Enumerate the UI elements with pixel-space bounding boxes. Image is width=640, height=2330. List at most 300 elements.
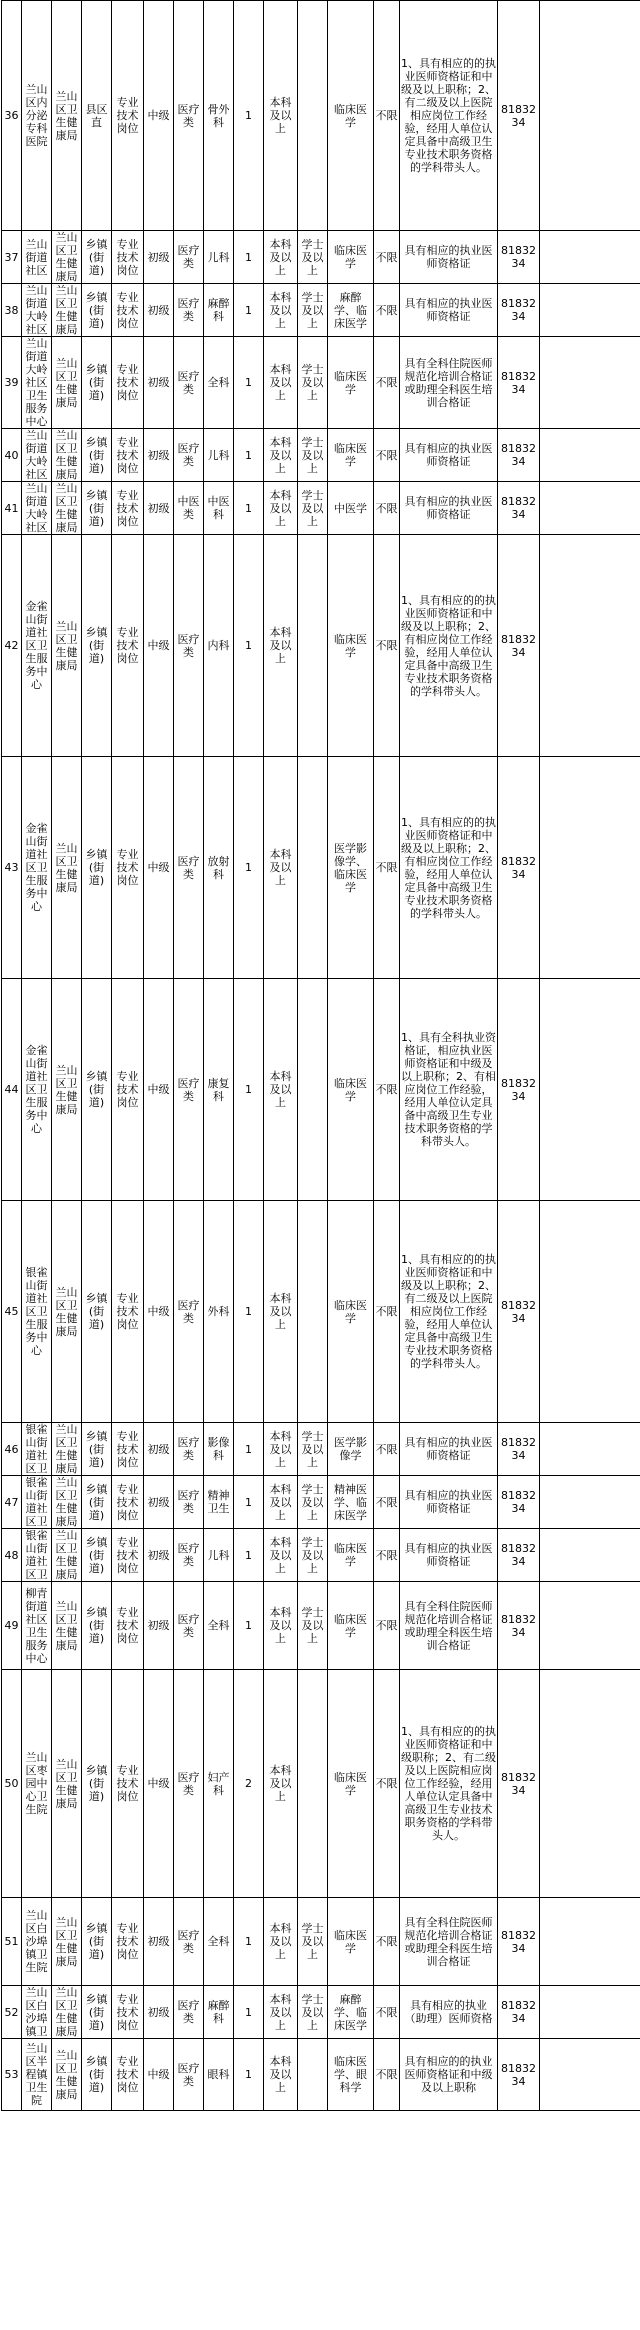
table-row	[2, 1898, 640, 1986]
major: 临床医学	[328, 1201, 374, 1423]
hiring-count: 1	[234, 482, 264, 535]
major: 临床医学	[328, 1529, 374, 1582]
degree: 学士及以上	[298, 1423, 328, 1476]
degree: 学士及以上	[298, 231, 328, 284]
age-limit: 不限	[374, 1986, 400, 2039]
table-row	[2, 231, 640, 284]
major: 临床医学	[328, 979, 374, 1201]
hiring-count: 1	[234, 1423, 264, 1476]
age-limit: 不限	[374, 757, 400, 979]
post-nature: 专业技术岗位	[112, 1529, 144, 1582]
row-number: 38	[2, 284, 22, 337]
post-nature: 专业技术岗位	[112, 2039, 144, 2111]
post-nature: 专业技术岗位	[112, 1898, 144, 1986]
blank-cell	[540, 757, 640, 979]
post-name: 外科	[204, 1201, 234, 1423]
education: 本科及以上	[264, 284, 298, 337]
post-nature: 专业技术岗位	[112, 1201, 144, 1423]
other-requirements: 具有相应的执业（助理）医师资格	[400, 1986, 498, 2039]
hiring-count: 1	[234, 757, 264, 979]
major: 临床医学	[328, 535, 374, 757]
post-grade: 中级	[144, 2039, 174, 2111]
hiring-count: 2	[234, 1670, 264, 1898]
supervising-dept: 兰山区卫生健康局	[52, 231, 82, 284]
hiring-count: 1	[234, 979, 264, 1201]
post-nature: 专业技术岗位	[112, 284, 144, 337]
post-name: 放射科	[204, 757, 234, 979]
major: 临床医学	[328, 1, 374, 231]
row-number: 53	[2, 2039, 22, 2111]
table-row	[2, 1476, 640, 1529]
post-name: 精神卫生	[204, 1476, 234, 1529]
age-limit: 不限	[374, 979, 400, 1201]
education: 本科及以上	[264, 231, 298, 284]
degree	[298, 757, 328, 979]
age-limit: 不限	[374, 1, 400, 231]
major: 临床医学	[328, 231, 374, 284]
row-number: 40	[2, 429, 22, 482]
post-nature: 专业技术岗位	[112, 482, 144, 535]
post-nature: 专业技术岗位	[112, 979, 144, 1201]
hiring-unit: 兰山区内分泌专科医院	[22, 1, 52, 231]
education: 本科及以上	[264, 979, 298, 1201]
post-name: 全科	[204, 1898, 234, 1986]
major: 麻醉学、临床医学	[328, 1986, 374, 2039]
hiring-count: 1	[234, 535, 264, 757]
post-name: 妇产科	[204, 1670, 234, 1898]
hiring-unit: 银雀山街道社区卫生服务中心	[22, 1201, 52, 1423]
degree	[298, 1201, 328, 1423]
education: 本科及以上	[264, 535, 298, 757]
post-nature: 专业技术岗位	[112, 1476, 144, 1529]
post-category: 医疗类	[174, 1423, 204, 1476]
contact-phone: 8183234	[498, 1898, 540, 1986]
supervising-dept: 兰山区卫生健康局	[52, 1423, 82, 1476]
contact-phone: 8183234	[498, 1, 540, 231]
unit-level: 乡镇(街道)	[82, 1423, 112, 1476]
degree: 学士及以上	[298, 482, 328, 535]
other-requirements: 1、具有相应的的执业医师资格证和中级及以上职称；2、有二级及以上医院相应岗位工作经验，经用人单位认定具备中高级卫生专业技术职务资格的学科带头人。	[400, 1201, 498, 1423]
row-number: 45	[2, 1201, 22, 1423]
major: 医学影像学、临床医学	[328, 757, 374, 979]
degree: 学士及以上	[298, 1898, 328, 1986]
hiring-unit: 兰山区白沙埠镇卫	[22, 1986, 52, 2039]
unit-level: 乡镇(街道)	[82, 284, 112, 337]
supervising-dept: 兰山区卫生健康局	[52, 1670, 82, 1898]
post-category: 医疗类	[174, 1529, 204, 1582]
unit-level: 县区直	[82, 1, 112, 231]
post-nature: 专业技术岗位	[112, 337, 144, 429]
post-name: 麻醉科	[204, 1986, 234, 2039]
blank-cell	[540, 1582, 640, 1670]
supervising-dept: 兰山区卫生健康局	[52, 1476, 82, 1529]
post-nature: 专业技术岗位	[112, 1, 144, 231]
degree	[298, 535, 328, 757]
hiring-unit: 金雀山街道社区卫生服务中心	[22, 757, 52, 979]
row-number: 47	[2, 1476, 22, 1529]
post-name: 内科	[204, 535, 234, 757]
unit-level: 乡镇(街道)	[82, 337, 112, 429]
other-requirements: 具有相应的执业医师资格证	[400, 1476, 498, 1529]
post-name: 麻醉科	[204, 284, 234, 337]
hiring-count: 1	[234, 1582, 264, 1670]
unit-level: 乡镇(街道)	[82, 1529, 112, 1582]
other-requirements: 具有相应的执业医师资格证	[400, 429, 498, 482]
supervising-dept: 兰山区卫生健康局	[52, 337, 82, 429]
unit-level: 乡镇(街道)	[82, 1582, 112, 1670]
degree: 学士及以上	[298, 284, 328, 337]
education: 本科及以上	[264, 1582, 298, 1670]
hiring-unit: 金雀山街道社区卫生服务中心	[22, 979, 52, 1201]
row-number: 43	[2, 757, 22, 979]
post-grade: 中级	[144, 757, 174, 979]
education: 本科及以上	[264, 2039, 298, 2111]
post-grade: 中级	[144, 1201, 174, 1423]
post-name: 中医科	[204, 482, 234, 535]
post-grade: 初级	[144, 284, 174, 337]
age-limit: 不限	[374, 1582, 400, 1670]
post-category: 医疗类	[174, 979, 204, 1201]
table-row	[2, 482, 640, 535]
unit-level: 乡镇(街道)	[82, 482, 112, 535]
degree: 学士及以上	[298, 337, 328, 429]
education: 本科及以上	[264, 482, 298, 535]
hiring-count: 1	[234, 2039, 264, 2111]
post-name: 康复科	[204, 979, 234, 1201]
major: 中医学	[328, 482, 374, 535]
recruitment-table	[1, 0, 640, 2111]
blank-cell	[540, 1, 640, 231]
post-category: 医疗类	[174, 535, 204, 757]
hiring-unit: 兰山区枣园中心卫生院	[22, 1670, 52, 1898]
post-grade: 初级	[144, 1898, 174, 1986]
degree	[298, 979, 328, 1201]
blank-cell	[540, 1986, 640, 2039]
post-nature: 专业技术岗位	[112, 1670, 144, 1898]
contact-phone: 8183234	[498, 231, 540, 284]
supervising-dept: 兰山区卫生健康局	[52, 979, 82, 1201]
post-grade: 初级	[144, 1423, 174, 1476]
other-requirements: 1、具有全科执业资格证，相应执业医师资格证和中级及以上职称；2、有相应岗位工作经验，经用人单位认定具备中高级卫生专业技术职务资格的学科带头人。	[400, 979, 498, 1201]
other-requirements: 具有全科住院医师规范化培训合格证或助理全科医生培训合格证	[400, 337, 498, 429]
table-row	[2, 1423, 640, 1476]
blank-cell	[540, 2039, 640, 2111]
age-limit: 不限	[374, 284, 400, 337]
row-number: 39	[2, 337, 22, 429]
post-grade: 初级	[144, 429, 174, 482]
post-name: 儿科	[204, 429, 234, 482]
other-requirements: 具有相应的执业医师资格证	[400, 1529, 498, 1582]
unit-level: 乡镇(街道)	[82, 1898, 112, 1986]
post-name: 骨外科	[204, 1, 234, 231]
contact-phone: 8183234	[498, 1423, 540, 1476]
post-category: 中医类	[174, 482, 204, 535]
age-limit: 不限	[374, 1529, 400, 1582]
unit-level: 乡镇(街道)	[82, 757, 112, 979]
contact-phone: 8183234	[498, 1986, 540, 2039]
table-row	[2, 1582, 640, 1670]
blank-cell	[540, 1898, 640, 1986]
supervising-dept: 兰山区卫生健康局	[52, 1986, 82, 2039]
hiring-count: 1	[234, 337, 264, 429]
unit-level: 乡镇(街道)	[82, 1670, 112, 1898]
post-nature: 专业技术岗位	[112, 1986, 144, 2039]
supervising-dept: 兰山区卫生健康局	[52, 1529, 82, 1582]
hiring-count: 1	[234, 231, 264, 284]
post-grade: 初级	[144, 231, 174, 284]
other-requirements: 1、具有相应的的执业医师资格证和中级及以上职称；2、有二级及以上医院相应岗位工作经验，经用人单位认定具备中高级卫生专业技术职务资格的学科带头人。	[400, 1, 498, 231]
post-nature: 专业技术岗位	[112, 1582, 144, 1670]
contact-phone: 8183234	[498, 1670, 540, 1898]
other-requirements: 具有相应的执业医师资格证	[400, 1423, 498, 1476]
education: 本科及以上	[264, 1670, 298, 1898]
unit-level: 乡镇(街道)	[82, 231, 112, 284]
blank-cell	[540, 1423, 640, 1476]
major: 临床医学、眼科学	[328, 2039, 374, 2111]
contact-phone: 8183234	[498, 1476, 540, 1529]
table-row	[2, 1986, 640, 2039]
age-limit: 不限	[374, 1898, 400, 1986]
education: 本科及以上	[264, 1423, 298, 1476]
post-name: 儿科	[204, 1529, 234, 1582]
blank-cell	[540, 1670, 640, 1898]
post-name: 影像科	[204, 1423, 234, 1476]
post-grade: 初级	[144, 482, 174, 535]
post-category: 医疗类	[174, 1201, 204, 1423]
post-nature: 专业技术岗位	[112, 1423, 144, 1476]
row-number: 50	[2, 1670, 22, 1898]
hiring-unit: 兰山区半程镇卫生院	[22, 2039, 52, 2111]
unit-level: 乡镇(街道)	[82, 1476, 112, 1529]
other-requirements: 具有相应的执业医师资格证	[400, 231, 498, 284]
hiring-count: 1	[234, 1201, 264, 1423]
contact-phone: 8183234	[498, 1201, 540, 1423]
post-name: 眼科	[204, 2039, 234, 2111]
degree: 学士及以上	[298, 429, 328, 482]
contact-phone: 8183234	[498, 2039, 540, 2111]
age-limit: 不限	[374, 1423, 400, 1476]
other-requirements: 1、具有相应的的执业医师资格证和中级及以上职称；2、有相应岗位工作经验，经用人单位认定具备中高级卫生专业技术职务资格的学科带头人。	[400, 535, 498, 757]
unit-level: 乡镇(街道)	[82, 979, 112, 1201]
hiring-unit: 兰山街道大岭社区	[22, 429, 52, 482]
unit-level: 乡镇(街道)	[82, 429, 112, 482]
other-requirements: 具有相应的的执业医师资格证和中级及以上职称	[400, 2039, 498, 2111]
post-category: 医疗类	[174, 284, 204, 337]
hiring-unit: 银雀山街道社区卫	[22, 1529, 52, 1582]
contact-phone: 8183234	[498, 1529, 540, 1582]
supervising-dept: 兰山区卫生健康局	[52, 757, 82, 979]
supervising-dept: 兰山区卫生健康局	[52, 284, 82, 337]
table-row	[2, 2039, 640, 2111]
supervising-dept: 兰山区卫生健康局	[52, 535, 82, 757]
education: 本科及以上	[264, 757, 298, 979]
hiring-count: 1	[234, 429, 264, 482]
post-name: 全科	[204, 337, 234, 429]
education: 本科及以上	[264, 1201, 298, 1423]
contact-phone: 8183234	[498, 429, 540, 482]
post-category: 医疗类	[174, 1986, 204, 2039]
age-limit: 不限	[374, 1201, 400, 1423]
major: 临床医学	[328, 1582, 374, 1670]
supervising-dept: 兰山区卫生健康局	[52, 429, 82, 482]
table-row	[2, 757, 640, 979]
hiring-unit: 兰山街道大岭社区卫生服务中心	[22, 337, 52, 429]
contact-phone: 8183234	[498, 535, 540, 757]
post-category: 医疗类	[174, 1898, 204, 1986]
row-number: 51	[2, 1898, 22, 1986]
post-nature: 专业技术岗位	[112, 429, 144, 482]
post-category: 医疗类	[174, 2039, 204, 2111]
hiring-unit: 银雀山街道社区卫	[22, 1476, 52, 1529]
major: 麻醉学、临床医学	[328, 284, 374, 337]
education: 本科及以上	[264, 1529, 298, 1582]
post-category: 医疗类	[174, 1476, 204, 1529]
contact-phone: 8183234	[498, 337, 540, 429]
degree: 学士及以上	[298, 1582, 328, 1670]
table-row	[2, 1529, 640, 1582]
table-body	[2, 1, 640, 2111]
other-requirements: 具有全科住院医师规范化培训合格证或助理全科医生培训合格证	[400, 1582, 498, 1670]
major: 精神医学、临床医学	[328, 1476, 374, 1529]
major: 医学影像学	[328, 1423, 374, 1476]
post-nature: 专业技术岗位	[112, 231, 144, 284]
table-row	[2, 1670, 640, 1898]
other-requirements: 具有相应的执业医师资格证	[400, 482, 498, 535]
post-grade: 初级	[144, 1582, 174, 1670]
row-number: 41	[2, 482, 22, 535]
hiring-count: 1	[234, 1, 264, 231]
age-limit: 不限	[374, 231, 400, 284]
blank-cell	[540, 979, 640, 1201]
age-limit: 不限	[374, 2039, 400, 2111]
post-nature: 专业技术岗位	[112, 535, 144, 757]
degree	[298, 1, 328, 231]
post-grade: 初级	[144, 1476, 174, 1529]
row-number: 46	[2, 1423, 22, 1476]
degree: 学士及以上	[298, 1476, 328, 1529]
table-row	[2, 1, 640, 231]
hiring-count: 1	[234, 284, 264, 337]
hiring-unit: 兰山街道大岭社区	[22, 482, 52, 535]
degree: 学士及以上	[298, 1986, 328, 2039]
age-limit: 不限	[374, 429, 400, 482]
education: 本科及以上	[264, 429, 298, 482]
blank-cell	[540, 1476, 640, 1529]
major: 临床医学	[328, 337, 374, 429]
age-limit: 不限	[374, 1670, 400, 1898]
unit-level: 乡镇(街道)	[82, 535, 112, 757]
hiring-count: 1	[234, 1529, 264, 1582]
post-category: 医疗类	[174, 337, 204, 429]
major: 临床医学	[328, 1670, 374, 1898]
unit-level: 乡镇(街道)	[82, 2039, 112, 2111]
supervising-dept: 兰山区卫生健康局	[52, 2039, 82, 2111]
supervising-dept: 兰山区卫生健康局	[52, 482, 82, 535]
other-requirements: 1、具有相应的的执业医师资格证和中级及以上职称；2、有相应岗位工作经验，经用人单位认定具备中高级卫生专业技术职务资格的学科带头人。	[400, 757, 498, 979]
post-grade: 中级	[144, 979, 174, 1201]
post-grade: 中级	[144, 1670, 174, 1898]
table-row	[2, 1201, 640, 1423]
blank-cell	[540, 284, 640, 337]
hiring-unit: 兰山街道社区	[22, 231, 52, 284]
hiring-unit: 兰山区白沙埠镇卫生院	[22, 1898, 52, 1986]
unit-level: 乡镇(街道)	[82, 1201, 112, 1423]
post-category: 医疗类	[174, 757, 204, 979]
post-category: 医疗类	[174, 1, 204, 231]
post-category: 医疗类	[174, 231, 204, 284]
blank-cell	[540, 535, 640, 757]
table-row	[2, 979, 640, 1201]
table-row	[2, 337, 640, 429]
table-row	[2, 284, 640, 337]
hiring-unit: 兰山街道大岭社区	[22, 284, 52, 337]
post-grade: 初级	[144, 1529, 174, 1582]
post-nature: 专业技术岗位	[112, 757, 144, 979]
table-row	[2, 535, 640, 757]
age-limit: 不限	[374, 337, 400, 429]
post-grade: 中级	[144, 535, 174, 757]
hiring-unit: 银雀山街道社区卫	[22, 1423, 52, 1476]
age-limit: 不限	[374, 482, 400, 535]
hiring-unit: 柳青街道社区卫生服务中心	[22, 1582, 52, 1670]
row-number: 42	[2, 535, 22, 757]
contact-phone: 8183234	[498, 1582, 540, 1670]
education: 本科及以上	[264, 337, 298, 429]
blank-cell	[540, 429, 640, 482]
major: 临床医学	[328, 1898, 374, 1986]
blank-cell	[540, 1201, 640, 1423]
education: 本科及以上	[264, 1898, 298, 1986]
education: 本科及以上	[264, 1, 298, 231]
age-limit: 不限	[374, 535, 400, 757]
row-number: 36	[2, 1, 22, 231]
table-row	[2, 429, 640, 482]
hiring-count: 1	[234, 1898, 264, 1986]
unit-level: 乡镇(街道)	[82, 1986, 112, 2039]
supervising-dept: 兰山区卫生健康局	[52, 1582, 82, 1670]
row-number: 48	[2, 1529, 22, 1582]
post-category: 医疗类	[174, 1582, 204, 1670]
supervising-dept: 兰山区卫生健康局	[52, 1201, 82, 1423]
degree	[298, 1670, 328, 1898]
post-grade: 中级	[144, 1, 174, 231]
row-number: 44	[2, 979, 22, 1201]
post-category: 医疗类	[174, 1670, 204, 1898]
post-grade: 初级	[144, 337, 174, 429]
degree	[298, 2039, 328, 2111]
post-category: 医疗类	[174, 429, 204, 482]
contact-phone: 8183234	[498, 284, 540, 337]
major: 临床医学	[328, 429, 374, 482]
row-number: 37	[2, 231, 22, 284]
hiring-count: 1	[234, 1476, 264, 1529]
blank-cell	[540, 482, 640, 535]
education: 本科及以上	[264, 1476, 298, 1529]
hiring-count: 1	[234, 1986, 264, 2039]
contact-phone: 8183234	[498, 482, 540, 535]
other-requirements: 具有相应的执业医师资格证	[400, 284, 498, 337]
other-requirements: 具有全科住院医师规范化培训合格证或助理全科医生培训合格证	[400, 1898, 498, 1986]
row-number: 49	[2, 1582, 22, 1670]
blank-cell	[540, 1529, 640, 1582]
degree: 学士及以上	[298, 1529, 328, 1582]
contact-phone: 8183234	[498, 979, 540, 1201]
post-name: 全科	[204, 1582, 234, 1670]
age-limit: 不限	[374, 1476, 400, 1529]
supervising-dept: 兰山区卫生健康局	[52, 1898, 82, 1986]
contact-phone: 8183234	[498, 757, 540, 979]
other-requirements: 1、具有相应的的执业医师资格证和中级职称；2、有二级及以上医院相应岗位工作经验，经用人单位认定具备中高级卫生专业技术职务资格的学科带头人。	[400, 1670, 498, 1898]
